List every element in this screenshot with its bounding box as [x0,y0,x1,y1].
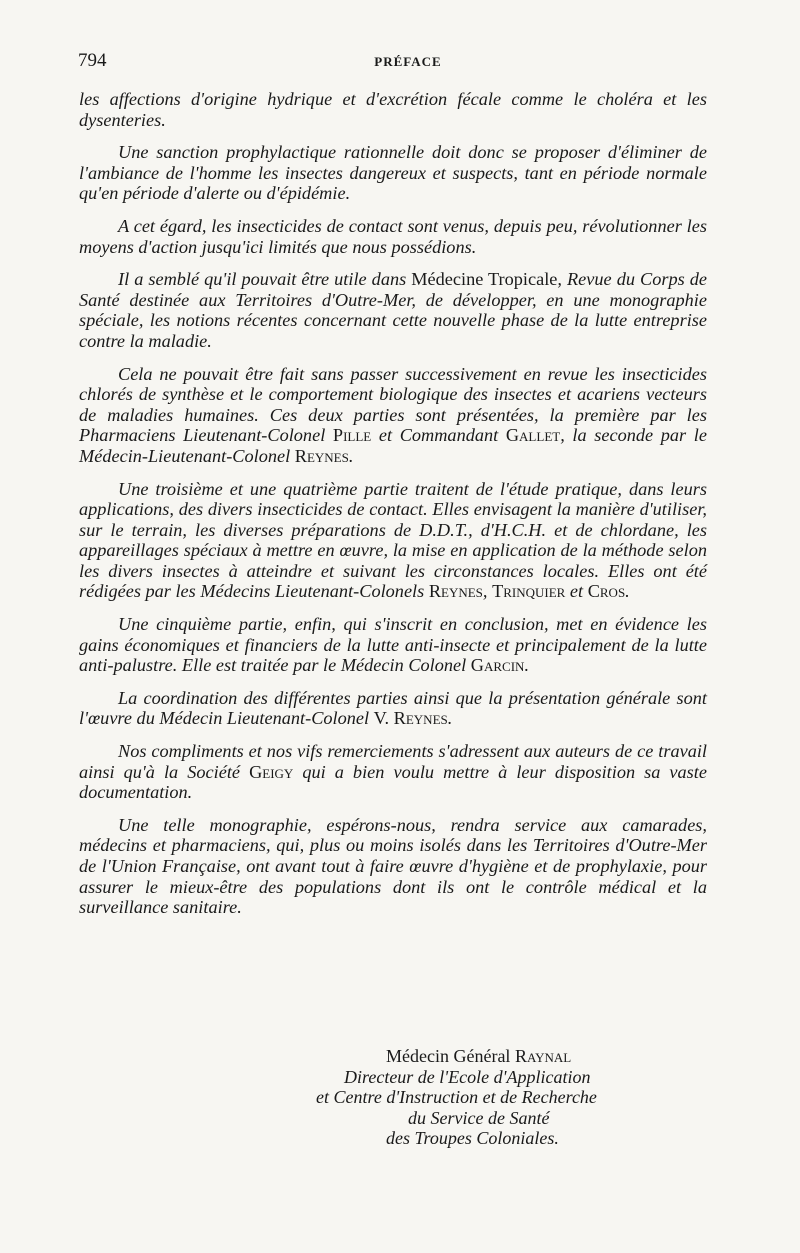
paragraph-6-text-d: . [625,581,630,602]
author-name-reynes: Reynes [428,581,483,602]
paragraph-8-text-b: . [447,708,453,729]
paragraph-4-text-b: , Revue du Corps de Santé destinée aux Territoires d'Outre-Mer, de développer, en une monographie spéciale, les notions récentes concernant cette nouvelle phase de la lutte entreprise contre la maladie. [79,269,707,351]
signatory-position-line-2: et Centre d'Instruction et de Recherche [316,1087,597,1107]
paragraph-7-text-b: . [524,655,530,676]
signatory-position-line-4: des Troupes Coloniales. [386,1128,559,1148]
paragraph-7-text-a: Une cinquième partie, enfin, qui s'inscrit en conclusion, met en évidence les gains économiques et financiers de la lutte anti-insecte et principalement de la lutte anti-palustre. Elle est traitée par le Médecin Colonel [79,614,707,676]
paragraph-5-text-c: , la seconde par le Médecin-Lieutenant-Colonel [79,425,707,466]
page-number: 794 [78,50,107,71]
paragraph-2: Une sanction prophylactique rationnelle doit donc se proposer d'éliminer de l'ambiance de l'homme les insectes dangereux et suspects, tant en période normale qu'en période d'alerte ou d'épidémie. [79,142,707,204]
author-name-reynes: Reynes [393,708,448,729]
paragraph-6 [79,479,707,603]
page-header [78,50,738,76]
signatory-position-line-1: Directeur de l'Ecole d'Application [344,1066,591,1087]
signatory-title: Médecin Général [386,1046,515,1066]
signatory-name [386,1046,720,1067]
paragraph-9-text-a: Nos compliments et nos vifs remerciements s'adressent aux auteurs de ce travail ainsi qu'à la Société [79,741,707,782]
author-name-cros: Cros [587,581,626,602]
signature-block [300,1046,720,1149]
paragraph-5 [79,364,707,467]
paragraph-4 [79,269,707,351]
signatory-surname: Raynal [514,1046,572,1066]
paragraph-5-text-a: Cela ne pouvait être fait sans passer successivement en revue les insecticides chlorés de synthèse et le comportement biologique des insectes et acariens vecteurs de maladies humaines. Ces deux parties sont présentées, la première par les Pharmaciens Lieutenant-Colonel [79,363,707,446]
paragraph-6-text-c: et [565,581,588,602]
author-name-trinquier: Trinquier [492,581,566,602]
paragraph-1: les affections d'origine hydrique et d'excrétion fécale comme le choléra et les dysenteries. [79,89,707,130]
paragraph-9-text-b: qui a bien voulu mettre à leur disposition sa vaste documentation. [79,761,707,803]
paragraph-3: A cet égard, les insecticides de contact sont venus, depuis peu, révolutionner les moyens d'action jusqu'ici limités que nous possédions. [79,215,707,257]
paragraph-5-text-d: . [348,445,354,466]
paragraph-9 [79,741,707,803]
journal-title: Médecine Tropicale [411,269,558,290]
paragraph-8-text-a: La coordination des différentes parties ainsi que la présentation générale sont l'œuvre du Médecin Lieutenant-Colonel [79,687,707,729]
paragraph-7 [79,614,707,676]
paragraph-5-text-b: et Commandant [371,425,506,446]
author-initial: V. [373,708,390,729]
author-name-gallet: Gallet [505,425,561,446]
running-head: PRÉFACE [374,54,442,69]
company-name-geigy: Geigy [249,761,294,782]
author-name-garcin: Garcin [470,655,525,676]
author-name-reynes: Reynes [294,445,349,466]
preface-body [79,89,707,930]
signatory-position-line-3: du Service de Santé [408,1107,550,1128]
paragraph-4-text-a: Il a semblé qu'il pouvait être utile dans [118,269,412,290]
paragraph-6-text-b: , [482,581,493,602]
paragraph-6-text-a: Une troisième et une quatrième partie traitent de l'étude pratique, dans leurs applications, des divers insecticides de contact. Elles envisagent la manière d'utiliser, sur le terrain, les diverses préparations de D.D.T., d'H.C.H. et de chlordane, les appareillages spéciaux à mettre en œuvre, la mise en application de la méthode selon les divers insectes à atteindre et suivant les circonstances locales. Elles ont été rédigées par les Médecins Lieutenant-Colonels [79,478,707,602]
paragraph-8 [79,688,707,729]
author-name-pille: Pille [332,425,372,446]
paragraph-10: Une telle monographie, espérons-nous, rendra service aux camarades, médecins et pharmaciens, qui, plus ou moins isolés dans les Territoires d'Outre-Mer de l'Union Française, ont avant tout à faire œuvre d'hygiène et de prophylaxie, pour assurer le mieux-être des populations dont ils ont le contrôle médical et la surveillance sanitaire. [79,814,707,918]
